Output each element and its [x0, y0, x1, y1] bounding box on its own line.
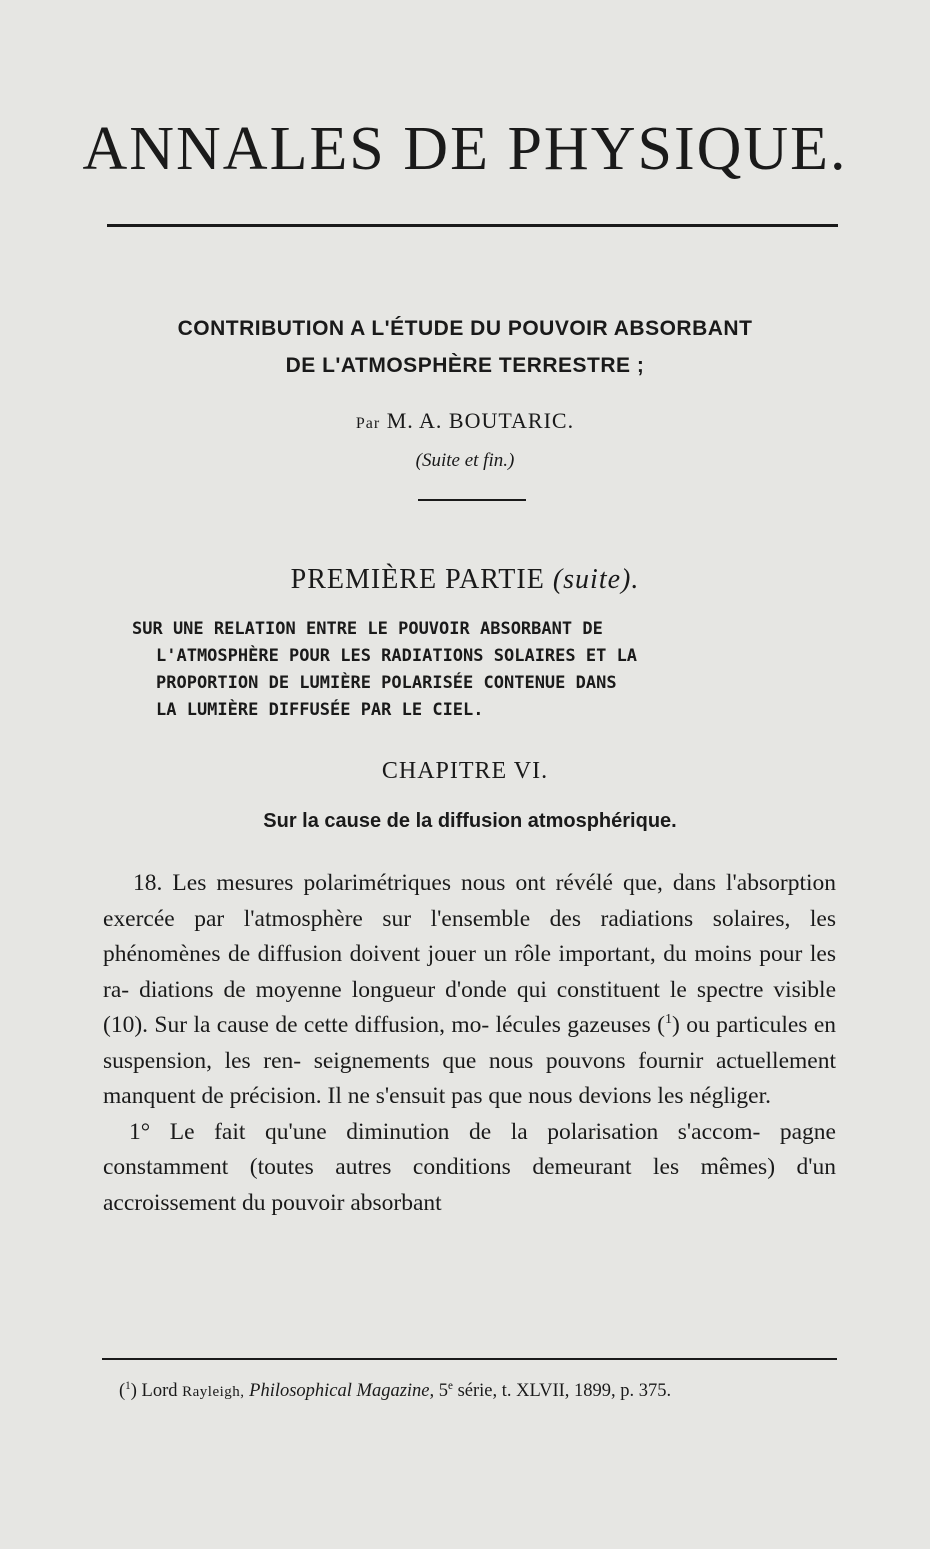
text-line: dans l'absorption exercée par l'atmosphère sur l'ensemble	[103, 870, 836, 932]
article-title-line-1: CONTRIBUTION A L'ÉTUDE DU POUVOIR ABSORBANT	[177, 317, 753, 340]
text-line: diations de moyenne longueur d'onde qui constituent le	[139, 976, 687, 1003]
footnote-marker-num: 1	[125, 1379, 131, 1392]
footnote-line-2: 1899, p. 375.	[574, 1381, 672, 1401]
text-line: 18. Les mesures polarimétriques nous ont révélé que,	[133, 870, 663, 896]
paragraph-1	[103, 1115, 836, 1222]
header-rule	[107, 224, 838, 227]
footnote-series-suffix: e	[448, 1379, 453, 1392]
footnote-journal: Philosophical Magazine,	[249, 1381, 435, 1401]
chapter-title: Sur la cause de la diffusion atmosphérique.	[263, 810, 677, 832]
text-line: pagne constamment (toutes autres conditions demeurant	[103, 1118, 836, 1180]
footnote-reference: 1	[664, 1011, 672, 1028]
footnote-marker-open: (	[119, 1381, 126, 1401]
text-line: lécules gazeuses (	[495, 1012, 665, 1038]
part-subtitle-line: PROPORTION DE LUMIÈRE POLARISÉE CONTENUE DANS	[156, 673, 617, 693]
footnote-series: 5	[438, 1381, 448, 1401]
text-line: 1° Le fait qu'une diminution de la polarisation s'accom-	[129, 1118, 761, 1145]
text-line: spectre visible (10). Sur la cause de cette diffusion, mo-	[103, 976, 836, 1038]
text-line: ) ou particules en suspension, les ren-	[103, 1012, 837, 1074]
part-subtitle	[132, 616, 812, 724]
footnote	[103, 1376, 836, 1407]
text-line: les mêmes) d'un accroissement du pouvoir absorbant	[103, 1154, 837, 1216]
body-text	[103, 866, 836, 1221]
title-rule	[418, 499, 526, 501]
text-line: devions les négliger.	[578, 1083, 771, 1109]
footnote-rule	[102, 1358, 837, 1360]
author-prefix: Par	[355, 415, 381, 432]
part-subtitle-line: L'ATMOSPHÈRE POUR LES RADIATIONS SOLAIRES ET LA	[156, 646, 638, 666]
footnote-marker-close: )	[130, 1381, 137, 1401]
author-line	[0, 408, 930, 434]
text-line: doivent jouer un rôle important, du moins pour les ra-	[103, 941, 837, 1003]
journal-title: ANNALES DE PHYSIQUE.	[82, 115, 848, 183]
footnote-author: Rayleigh,	[182, 1384, 245, 1400]
paragraph-18	[103, 866, 836, 1115]
part-heading	[0, 564, 930, 596]
article-title-line-2: DE L'ATMOSPHÈRE TERRESTRE ;	[285, 354, 645, 377]
text-line: seignements que nous pouvons fournir actuellement	[313, 1047, 836, 1074]
text-line: des radiations solaires, les phénomènes de diffusion	[103, 905, 837, 967]
chapter-number: CHAPITRE VI.	[381, 758, 549, 784]
part-heading-suffix: (suite).	[552, 564, 640, 595]
continuation-note: (Suite et fin.)	[415, 450, 515, 471]
footnote-rest: série, t. XLVII,	[457, 1381, 570, 1401]
text-line: manquent de précision. Il ne s'ensuit pas que nous	[103, 1083, 573, 1109]
part-heading-text: PREMIÈRE PARTIE	[290, 564, 545, 595]
part-subtitle-line: SUR UNE RELATION ENTRE LE POUVOIR ABSORBANT DE	[132, 619, 603, 639]
author-name: M. A. BOUTARIC.	[386, 408, 575, 433]
part-subtitle-line: LA LUMIÈRE DIFFUSÉE PAR LE CIEL.	[156, 700, 484, 720]
footnote-prefix: Lord	[141, 1381, 178, 1401]
